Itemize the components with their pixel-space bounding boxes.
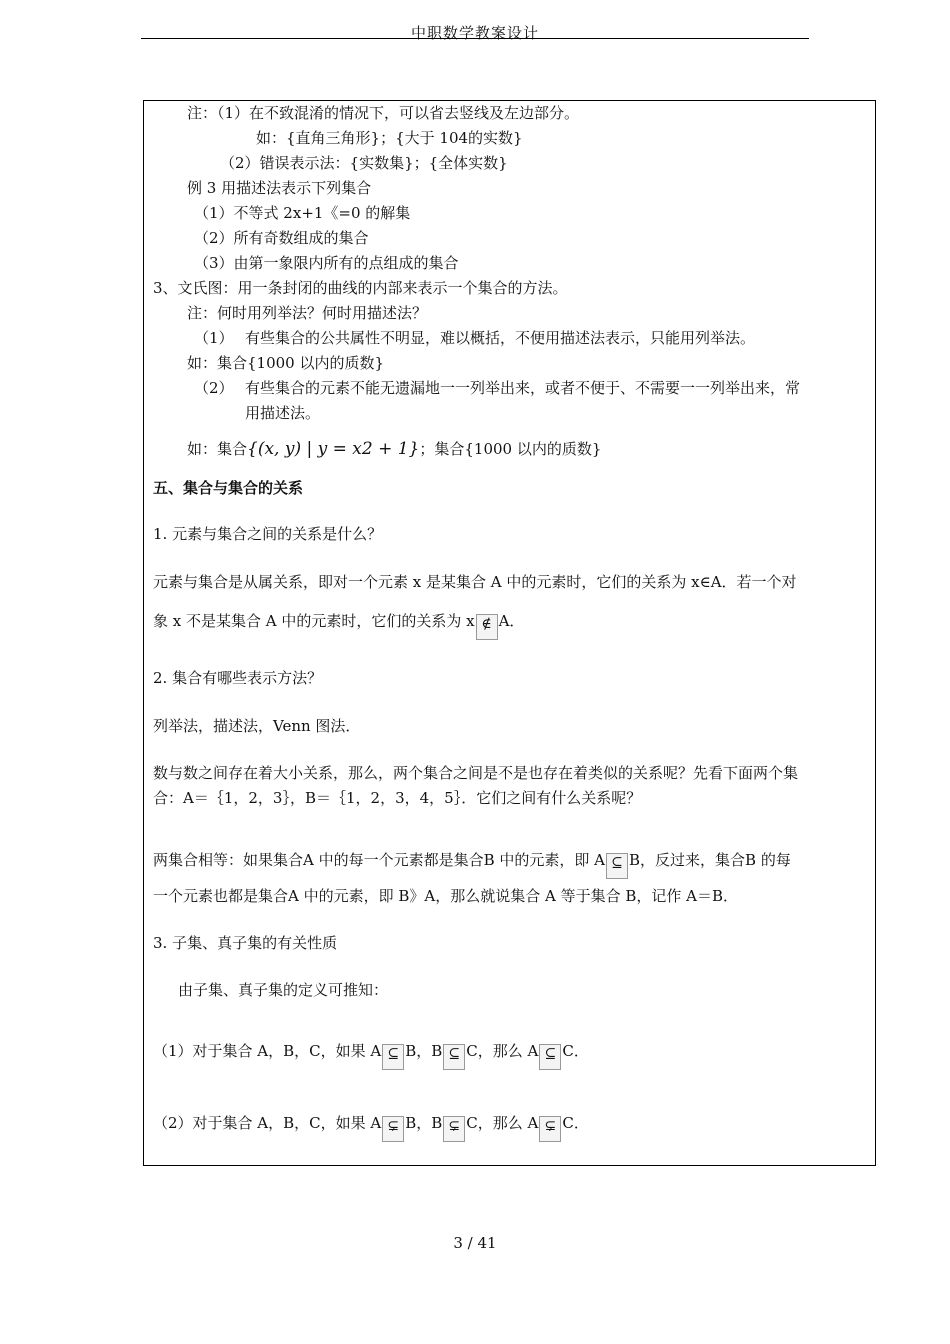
point-2-example-formula: {(x, y) | y = x2 + 1}	[247, 439, 420, 459]
answer-1-line-2	[153, 611, 524, 640]
subseteq-icon: ⊆	[606, 853, 628, 879]
point-2-example-suffix: ；集合{1000 以内的质数}	[419, 440, 602, 458]
property-1-part-a: （1）对于集合 A，B，C，如果 A	[153, 1042, 382, 1060]
note-2: （2）错误表示法：{实数集}；{全体实数}	[220, 154, 508, 172]
property-2-part-d: C．	[562, 1114, 589, 1132]
point-2-example-prefix: 如：集合	[187, 440, 248, 458]
intro-line-1: 数与数之间存在着大小关系，那么，两个集合之间是不是也存在着类似的关系呢？先看下面两个集	[153, 764, 799, 782]
answer-1-line-2-prefix: 象 x 不是某集合 A 中的元素时，它们的关系为 x	[153, 612, 475, 630]
point-1-number: （1）	[194, 329, 234, 347]
when-to-use-question: 注：何时用列举法？何时用描述法？	[187, 304, 428, 322]
answer-1-line-2-suffix: A．	[498, 612, 525, 630]
question-2: 2. 集合有哪些表示方法？	[153, 669, 323, 687]
answer-2: 列举法，描述法，Venn 图法．	[153, 717, 361, 735]
property-2-part-c: C，那么 A	[466, 1114, 539, 1132]
subseteq-icon: ⊆	[443, 1044, 465, 1070]
equality-line-2: 一个元素也都是集合A 中的元素，即 B》A，那么就说集合 A 等于集合 B，记作 A＝B．	[153, 887, 739, 905]
page-number: 3 / 41	[453, 1234, 497, 1252]
property-2-part-b: B，B	[405, 1114, 443, 1132]
point-2-number: （2）	[194, 379, 234, 397]
example-item-1: （1）不等式 2x+1《=0 的解集	[194, 204, 411, 222]
property-1-part-b: B，B	[405, 1042, 443, 1060]
example-item-3: （3）由第一象限内所有的点组成的集合	[194, 254, 459, 272]
subsetneq-icon: ⊊	[539, 1116, 561, 1142]
subsetneq-icon: ⊊	[382, 1116, 404, 1142]
subsetneq-icon: ⊊	[443, 1116, 465, 1142]
property-1-part-c: C，那么 A	[466, 1042, 539, 1060]
not-element-of-icon: ∉	[476, 614, 498, 640]
property-2-part-a: （2）对于集合 A，B，C，如果 A	[153, 1114, 382, 1132]
point-1-example: 如：集合{1000 以内的质数}	[187, 354, 385, 372]
subseteq-icon: ⊆	[539, 1044, 561, 1070]
subseteq-icon: ⊆	[382, 1044, 404, 1070]
intro-line-2: 合：A＝｛1，2，3｝，B＝｛1，2，3，4，5｝．它们之间有什么关系呢？	[153, 789, 642, 807]
example-3-title: 例 3 用描述法表示下列集合	[187, 179, 372, 197]
property-2	[153, 1113, 589, 1142]
note-1: 注：（1）在不致混淆的情况下，可以省去竖线及左边部分。	[187, 104, 580, 122]
question-1: 1. 元素与集合之间的关系是什么？	[153, 525, 383, 543]
header-rule	[141, 38, 809, 39]
property-1-part-d: C．	[562, 1042, 589, 1060]
equality-line-1-suffix: B，反过来，集合B 的每	[629, 851, 791, 869]
point-2-line-2: 用描述法。	[245, 404, 321, 422]
derive-text: 由子集、真子集的定义可推知：	[178, 981, 389, 999]
property-1	[153, 1041, 589, 1070]
section-5-title: 五、集合与集合的关系	[153, 479, 304, 497]
point-1-text: 有些集合的公共属性不明显，难以概括，不便用描述法表示，只能用列举法。	[245, 329, 756, 347]
point-2-line-1: 有些集合的元素不能无遗漏地一一列举出来，或者不便于、不需要一一列举出来，常	[245, 379, 801, 397]
venn-definition: 3、文氏图：用一条封闭的曲线的内部来表示一个集合的方法。	[153, 279, 568, 297]
note-1-example: 如：{直角三角形}；{大于 104的实数}	[256, 129, 523, 147]
equality-line-1-prefix: 两集合相等：如果集合A 中的每一个元素都是集合B 中的元素，即 A	[153, 851, 605, 869]
example-item-2: （2）所有奇数组成的集合	[194, 229, 369, 247]
page-header-title: 中职数学教案设计	[410, 24, 539, 42]
question-3: 3. 子集、真子集的有关性质	[153, 934, 338, 952]
equality-line-1	[153, 850, 791, 879]
answer-1-line-1: 元素与集合是从属关系，即对一个元素 x 是某集合 A 中的元素时，它们的关系为 x∈A．若一个对	[153, 573, 797, 591]
point-2-example	[187, 439, 601, 459]
